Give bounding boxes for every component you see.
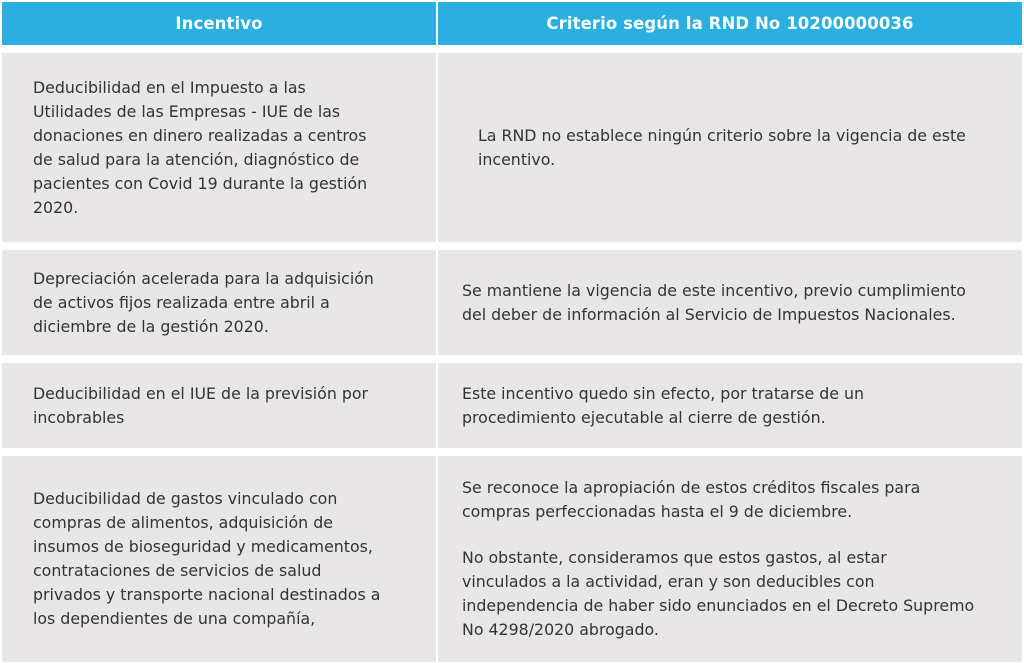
row-2-criterion-text: Se mantiene la vigencia de este incentivo, previo cumplimiento del deber de información al Servicio de Impuestos Nacionales. [462, 280, 966, 324]
row-4-incentive-cell [2, 456, 436, 662]
row-2-incentive-cell [2, 250, 436, 355]
row-3-criterion-cell [438, 363, 1022, 448]
row-3-incentive-cell [2, 363, 436, 448]
row-4-criterion-text-2: No obstante, consideramos que estos gastos, al estar vinculados a la actividad, eran y son deducibles con independencia de haber sido enunciados en el Decreto Supremo No 4298/2020 abrogado. [462, 548, 975, 639]
row-3-criterion-text: Este incentivo quedo sin efecto, por tratarse de un procedimiento ejecutable al cierre de gestión. [462, 383, 864, 427]
row-1-criterion-text: La RND no establece ningún criterio sobre la vigencia de este incentivo. [478, 125, 966, 169]
row-4-incentive-text: Deducibilidad de gastos vinculado con compras de alimentos, adquisición de insumos de bioseguridad y medicamentos, contrataciones de servicios de salud privados y transporte nacional destinados a los dependientes de una compañía, [33, 489, 381, 628]
row-4-criterion-cell [438, 456, 1022, 662]
header-criterion [438, 2, 1022, 45]
incentives-table [2, 2, 1022, 661]
row-2-criterion-cell [438, 250, 1022, 355]
row-4-criterion-stack [462, 476, 974, 642]
row-2-incentive-text: Depreciación acelerada para la adquisición de activos fijos realizada entre abril a diciembre de la gestión 2020. [33, 268, 374, 336]
header-incentive [2, 2, 436, 45]
row-1-criterion-cell [438, 53, 1022, 242]
row-4-criterion-text-1: Se reconoce la apropiación de estos créditos fiscales para compras perfeccionadas hasta el 9 de diciembre. [462, 478, 921, 521]
header-incentive-label: Incentivo [175, 14, 263, 33]
row-1-incentive-cell [2, 53, 436, 242]
row-1-incentive-text: Deducibilidad en el Impuesto a las Utilidades de las Empresas - IUE de las donaciones en dinero realizadas a centros de salud para la atención, diagnóstico de pacientes con Covid 19 durante la gestión 2020. [33, 77, 368, 217]
row-3-incentive-text: Deducibilidad en el IUE de la previsión por incobrables [33, 383, 369, 427]
header-criterion-label: Criterio según la RND No 10200000036 [546, 14, 914, 33]
